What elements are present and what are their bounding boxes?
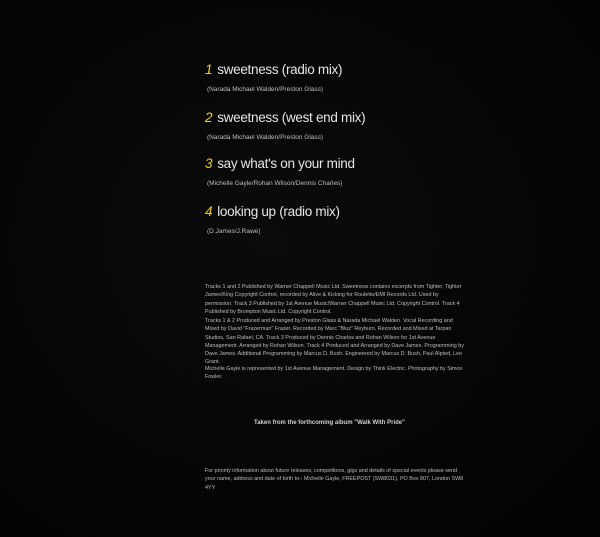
track-credit: (Michelle Gayle/Rohan Wilson/Dennis Charles) [207,180,343,187]
publishing-notes: Tracks 1 and 2 Published by Warner Chappell Music Ltd. Sweetness contains excerpts from Tighter, Tighter James/King Copyright Control, recorded by Alive & Kicking for Roulette/EMI Records Ltd. Used by permission. Track 3 Published by 1st Avenue Music/Warner Chappell Music Ltd. Copyright Control. Track 4 Published by Brompton Music Ltd. Copyright Control. [205,284,462,315]
track-4 [205,204,340,236]
track-credit: (Narada Michael Walden/Preston Glass) [207,86,324,93]
track-name: looking up (radio mix) [217,204,340,219]
track-name: sweetness (west end mix) [217,110,366,125]
track-title [205,110,365,126]
track-credit: (D.James/J.Rawe) [207,228,261,235]
management-notes: Michelle Gayle is represented by 1st Avenue Management. Design by Think Electric. Photography by Simon Fowler. [205,366,463,381]
track-1 [205,62,342,94]
track-number: 2 [205,110,213,125]
album-tagline: Taken from the forthcoming album "Walk With Pride" [254,420,405,426]
track-3 [205,156,355,188]
track-title [205,62,342,78]
production-notes: Tracks 1 & 2 Produced and Arranged by Preston Glass & Narada Michael Walden. Vocal Recording and Mixed by David "Frazerman" Frazer. Recorded by Marc "Bluz" Reyburn. Recorded and Mixed at Tarpan Studios, San Rafael, CA. Track 3 Produced by Dennis Charles and Rohan Wilson for 1st Avenue Management. Arranged by Rohan Wilson. Track 4 Produced and Arranged by Dave James. Programming by Dave James. Additional Programming by Marcus D. Bush. Engineered by Marcus D. Bush, Paul Alpted, Leo Grant. [205,318,464,366]
track-name: say what's on your mind [217,156,355,171]
track-number: 3 [205,156,213,171]
track-name: sweetness (radio mix) [217,62,343,77]
track-2 [205,110,365,142]
fan-club-contact: For priority information about future releases, competitions, gigs and details of special events please send your name, address and date of birth to:- Michelle Gayle, FREEPOST (SW8031), PO Box 807, London SW8 4YY [205,468,464,491]
track-title [205,204,340,220]
track-title [205,156,355,172]
track-number: 1 [205,62,213,77]
track-number: 4 [205,204,213,219]
track-credit: (Narada Michael Walden/Preston Glass) [207,134,324,141]
